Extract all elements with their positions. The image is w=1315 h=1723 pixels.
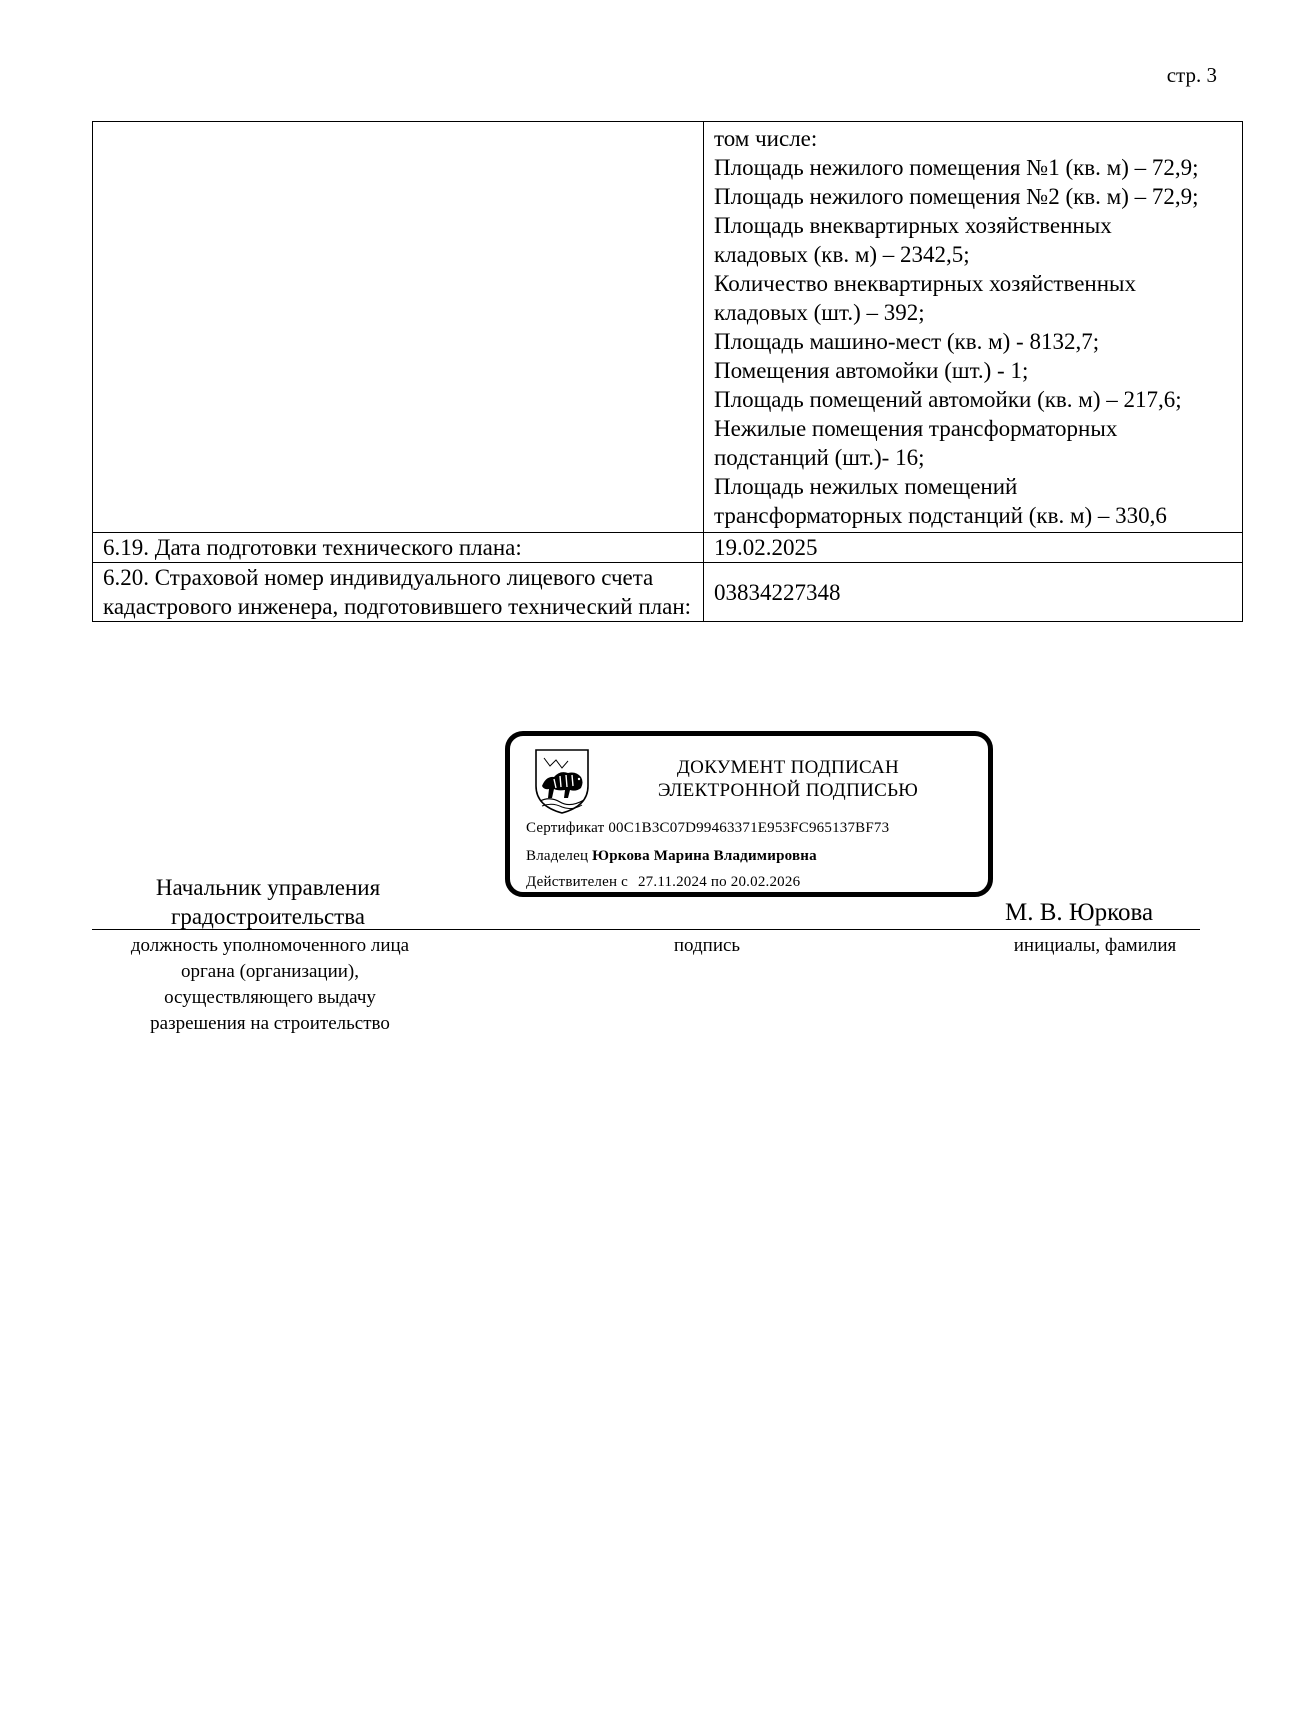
certificate-number: 00C1B3C07D99463371E953FC965137BF73 bbox=[608, 820, 890, 836]
caption-name: инициалы, фамилия bbox=[1013, 935, 1177, 956]
table-cell-label: 6.19. Дата подготовки технического плана: bbox=[93, 533, 704, 563]
table-row-continuation bbox=[93, 122, 1243, 533]
stamp-certificate bbox=[526, 819, 889, 837]
validity-from: 27.11.2024 bbox=[637, 874, 707, 890]
continuation-line: том числе: bbox=[714, 126, 818, 151]
signer-position-line: Начальник управления bbox=[155, 875, 381, 900]
stamp-title-line: ДОКУМЕНТ ПОДПИСАН bbox=[676, 757, 900, 778]
validity-label: Действителен с bbox=[526, 874, 629, 890]
electronic-signature-stamp bbox=[505, 731, 993, 897]
table-cell-value: 19.02.2025 bbox=[704, 533, 1243, 563]
table-row bbox=[93, 533, 1243, 563]
signer-position bbox=[118, 873, 418, 931]
owner-label: Владелец bbox=[526, 848, 589, 864]
signer-position-line: градостроительства bbox=[170, 904, 366, 929]
caption-signature: подпись bbox=[673, 935, 741, 956]
certificate-label: Сертификат bbox=[526, 820, 605, 836]
table-row bbox=[93, 563, 1243, 622]
continuation-line: Помещения автомойки (шт.) - 1; bbox=[714, 358, 1029, 383]
signer-name: М. В. Юркова bbox=[1005, 899, 1154, 926]
validity-to: 20.02.2026 bbox=[730, 874, 801, 890]
continuation-line: Площадь нежилого помещения №2 (кв. м) – 72,9; bbox=[714, 184, 1199, 209]
continuation-line: Площадь внеквартирных хозяйственных bbox=[714, 213, 1112, 238]
stamp-owner bbox=[526, 847, 817, 865]
signature-divider bbox=[92, 929, 1200, 930]
caption-position-line: разрешения на строительство bbox=[150, 1013, 390, 1034]
caption-position bbox=[100, 933, 440, 1037]
continuation-line: Площадь нежилых помещений bbox=[714, 474, 1018, 499]
caption-position-line: органа (организации), bbox=[181, 961, 359, 982]
continuation-line: Количество внеквартирных хозяйственных bbox=[714, 271, 1136, 296]
continuation-line: Площадь машино-мест (кв. м) - 8132,7; bbox=[714, 329, 1100, 354]
continuation-line: Нежилые помещения трансформаторных bbox=[714, 416, 1118, 441]
continuation-line: кладовых (кв. м) – 2342,5; bbox=[714, 242, 970, 267]
continuation-line: подстанций (шт.)- 16; bbox=[714, 445, 925, 470]
stamp-title bbox=[598, 756, 978, 802]
caption-position-line: должность уполномоченного лица bbox=[130, 935, 410, 956]
table-cell-value: 03834227348 bbox=[704, 563, 1243, 622]
validity-to-label: по bbox=[710, 874, 727, 890]
continuation-line: Площадь помещений автомойки (кв. м) – 217,6; bbox=[714, 387, 1182, 412]
continuation-line: трансформаторных подстанций (кв. м) – 330,6 bbox=[714, 503, 1167, 528]
continuation-line: Площадь нежилого помещения №1 (кв. м) – 72,9; bbox=[714, 155, 1199, 180]
stamp-validity bbox=[526, 873, 800, 891]
page-number: стр. 3 bbox=[1166, 63, 1217, 87]
caption-position-line: осуществляющего выдачу bbox=[164, 987, 376, 1008]
permit-table bbox=[92, 121, 1243, 622]
table-cell-continuation bbox=[704, 122, 1243, 533]
stamp-title-line: ЭЛЕКТРОННОЙ ПОДПИСЬЮ bbox=[657, 780, 919, 801]
continuation-line: кладовых (шт.) – 392; bbox=[714, 300, 925, 325]
table-cell-label: 6.20. Страховой номер индивидуального лицевого счета кадастрового инженера, подготовившего технический план: bbox=[93, 563, 704, 622]
coat-of-arms-icon bbox=[532, 746, 592, 816]
table-cell-empty bbox=[93, 122, 704, 533]
owner-name: Юркова Марина Владимировна bbox=[592, 848, 817, 864]
